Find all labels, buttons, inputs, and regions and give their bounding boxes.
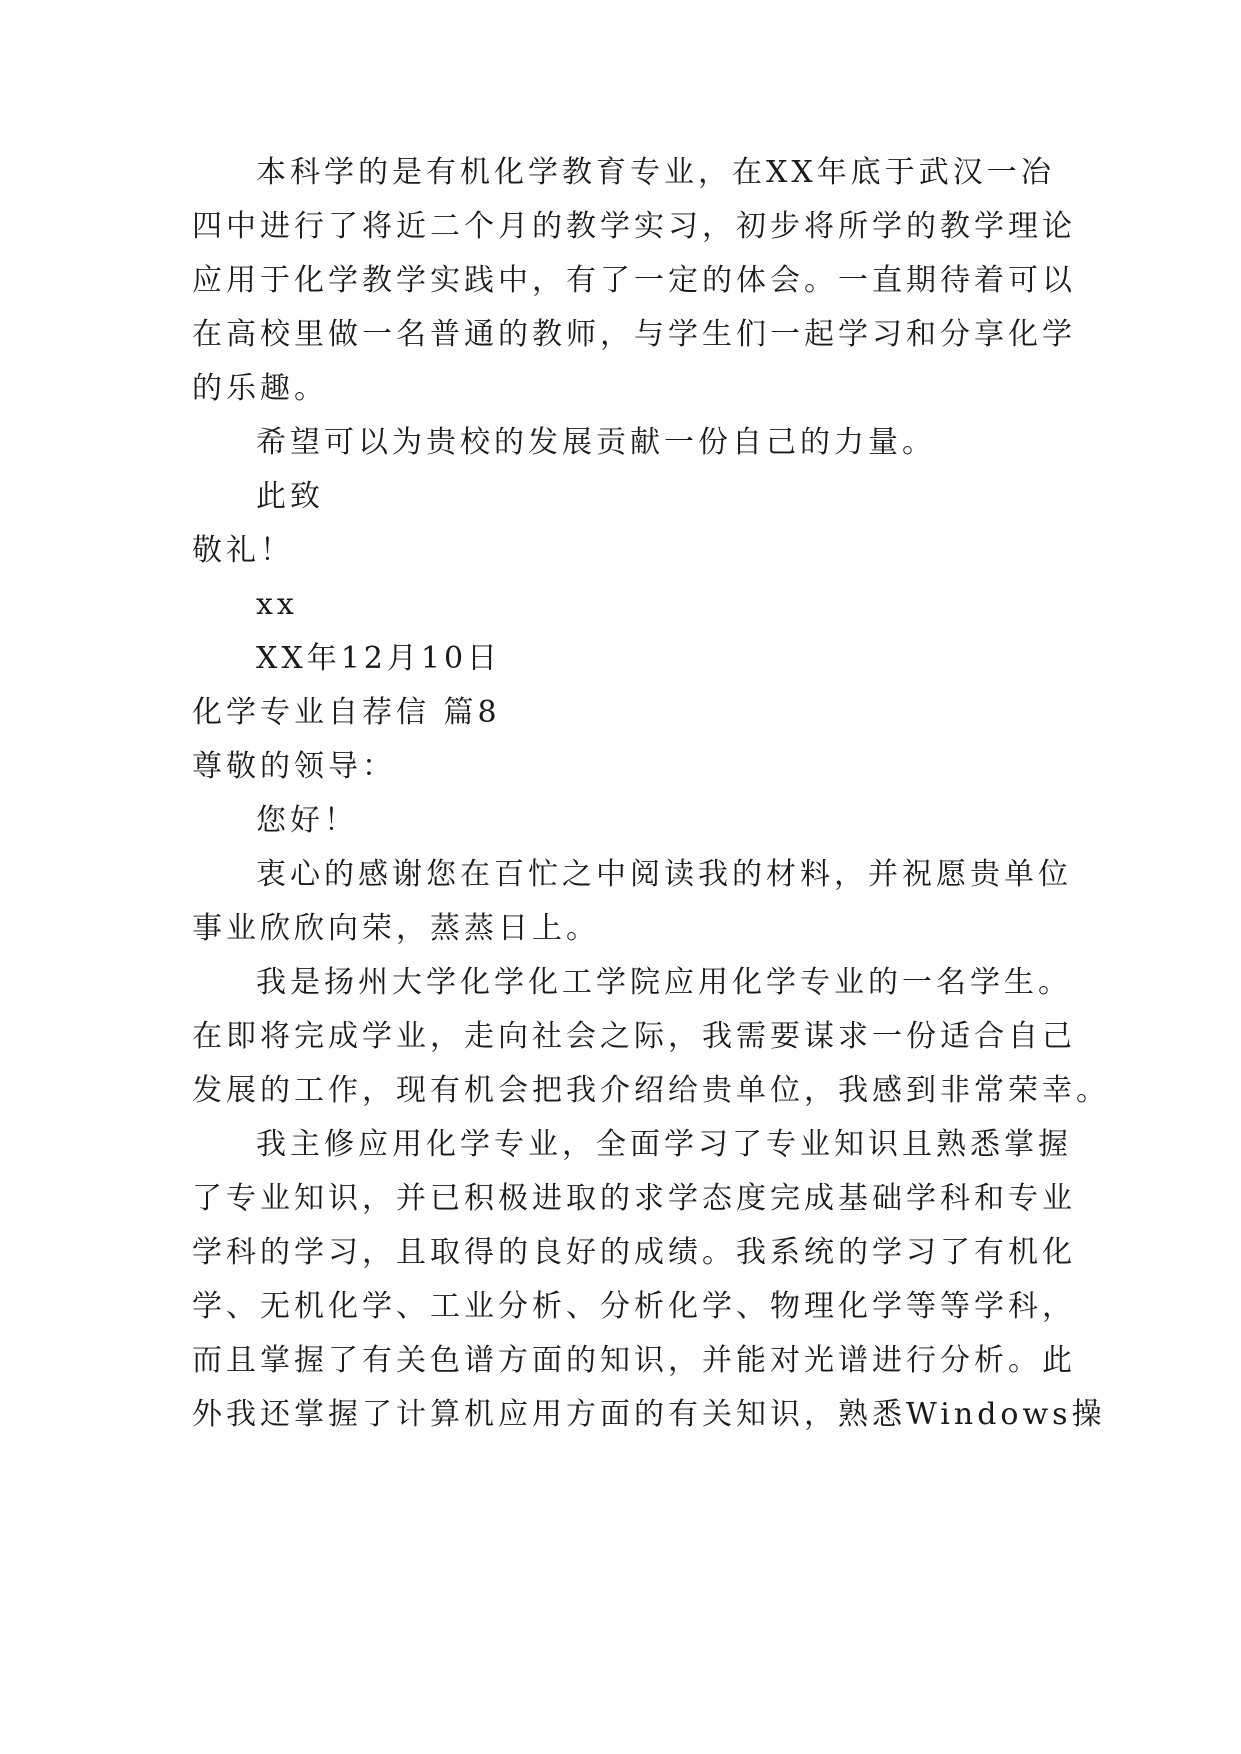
letter-hello: 您好！ bbox=[256, 803, 358, 838]
paragraph-line: 发展的工作，现有机会把我介绍给贵单位，我感到非常荣幸。 bbox=[192, 1073, 1110, 1108]
section-heading: 化学专业自荐信 篇8 bbox=[192, 695, 501, 730]
paragraph-line: 而且掌握了有关色谱方面的知识，并能对光谱进行分析。此 bbox=[192, 1343, 1076, 1378]
paragraph-line: 在即将完成学业，走向社会之际，我需要谋求一份适合自己 bbox=[192, 1019, 1076, 1054]
paragraph-line: 的乐趣。 bbox=[192, 371, 328, 406]
paragraph-line: 希望可以为贵校的发展贡献一份自己的力量。 bbox=[256, 425, 936, 460]
paragraph-line: 本科学的是有机化学教育专业，在XX年底于武汉一冶 bbox=[256, 155, 1055, 190]
closing-regards: 敬礼！ bbox=[192, 533, 294, 568]
signature-name: xx bbox=[256, 587, 298, 622]
paragraph-line: 学、无机化学、工业分析、分析化学、物理化学等等学科， bbox=[192, 1289, 1076, 1324]
paragraph-line: 外我还掌握了计算机应用方面的有关知识，熟悉Windows操 bbox=[192, 1397, 1106, 1432]
paragraph-line: 在高校里做一名普通的教师，与学生们一起学习和分享化学 bbox=[192, 317, 1076, 352]
paragraph-line: 应用于化学教学实践中，有了一定的体会。一直期待着可以 bbox=[192, 263, 1076, 298]
paragraph-line: 衷心的感谢您在百忙之中阅读我的材料，并祝愿贵单位 bbox=[256, 857, 1072, 892]
closing-salutation: 此致 bbox=[256, 479, 324, 514]
paragraph-line: 四中进行了将近二个月的教学实习，初步将所学的教学理论 bbox=[192, 209, 1076, 244]
paragraph-line: 学科的学习，且取得的良好的成绩。我系统的学习了有机化 bbox=[192, 1235, 1076, 1270]
signature-date: XX年12月10日 bbox=[256, 641, 502, 676]
paragraph-line: 事业欣欣向荣，蒸蒸日上。 bbox=[192, 911, 600, 946]
paragraph-line: 我主修应用化学专业，全面学习了专业知识且熟悉掌握 bbox=[256, 1127, 1072, 1162]
paragraph-line: 了专业知识，并已积极进取的求学态度完成基础学科和专业 bbox=[192, 1181, 1076, 1216]
paragraph-line: 我是扬州大学化学化工学院应用化学专业的一名学生。 bbox=[256, 965, 1072, 1000]
letter-greeting: 尊敬的领导： bbox=[192, 749, 396, 784]
